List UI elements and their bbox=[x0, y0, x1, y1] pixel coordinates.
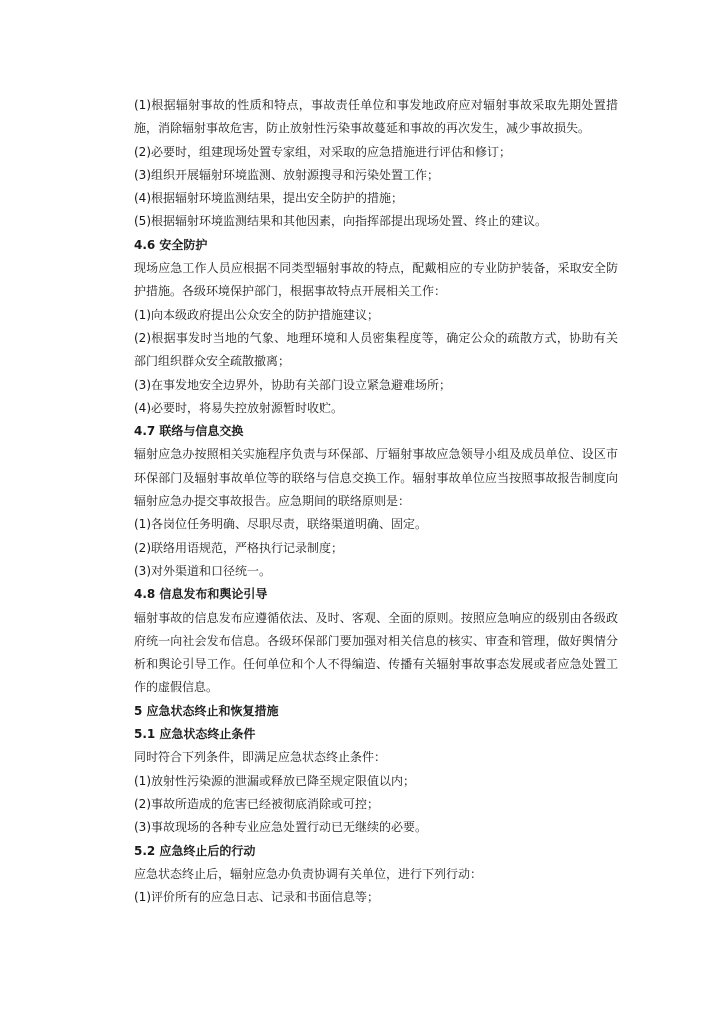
section-heading-4-7: 4.7 联络与信息交换 bbox=[134, 424, 244, 439]
paragraph: (1)各岗位任务明确、尽职尽责，联络渠道明确、固定。 bbox=[134, 517, 428, 532]
paragraph: (3)在事发地安全边界外，协助有关部门设立紧急避难场所； bbox=[134, 377, 452, 392]
paragraph: (2)事故所造成的危害已经被彻底消除或可控； bbox=[134, 796, 379, 811]
paragraph: (4)必要时，将易失控放射源暂时收贮。 bbox=[134, 400, 343, 415]
paragraph: (1)放射性污染源的泄漏或释放已降至规定限值以内； bbox=[134, 773, 416, 788]
document-body bbox=[113, 94, 618, 909]
paragraph: 应急状态终止后，辐射应急办负责协调有关单位，进行下列行动： bbox=[134, 866, 483, 881]
section-heading-4-8: 4.8 信息发布和舆论引导 bbox=[134, 587, 268, 602]
paragraph: (2)根据事发时当地的气象、地理环境和人员密集程度等，确定公众的疏散方式，协助有关部门组织群众安全疏散撤离； bbox=[134, 330, 618, 369]
section-heading-4-6: 4.6 安全防护 bbox=[134, 237, 208, 252]
paragraph: 现场应急工作人员应根据不同类型辐射事故的特点，配戴相应的专业防护装备，采取安全防护措施。各级环境保护部门，根据事故特点开展相关工作： bbox=[134, 261, 618, 299]
paragraph: 辐射事故的信息发布应遵循依法、及时、客观、全面的原则。按照应急响应的级别由各级政府统一向社会发布信息。各级环保部门要加强对相关信息的核实、审查和管理，做好舆情分析和舆论引导工作。任何单位和个人不得编造、传播有关辐射事故事态发展或者应急处置工作的虚假信息。 bbox=[134, 610, 618, 695]
paragraph: (3)对外渠道和口径统一。 bbox=[134, 563, 271, 578]
paragraph: (1)评价所有的应急日志、记录和书面信息等； bbox=[134, 890, 379, 905]
paragraph: (1)根据辐射事故的性质和特点，事故责任单位和事发地政府应对辐射事故采取先期处置措施，消除辐射事故危害，防止放射性污染事故蔓延和事故的再次发生，减少事故损失。 bbox=[134, 98, 618, 136]
paragraph: (3)事故现场的各种专业应急处置行动已无继续的必要。 bbox=[134, 820, 428, 835]
paragraph: (5)根据辐射环境监测结果和其他因素，向指挥部提出现场处置、终止的建议。 bbox=[134, 214, 548, 229]
section-heading-5-2: 5.2 应急终止后的行动 bbox=[134, 843, 256, 858]
paragraph: 辐射应急办按照相关实施程序负责与环保部、厅辐射事故应急领导小组及成员单位、设区市环保部门及辐射事故单位等的联络与信息交换工作。辐射事故单位应当按照事故报告制度向辐射应急办提交事故报告。应急期间的联络原则是： bbox=[134, 447, 618, 509]
paragraph: (3)组织开展辐射环境监测、放射源搜寻和污染处置工作； bbox=[134, 167, 440, 182]
paragraph: (2)联络用语规范，严格执行记录制度； bbox=[134, 540, 343, 555]
paragraph: 同时符合下列条件，即满足应急状态终止条件： bbox=[134, 750, 387, 765]
paragraph: (1)向本级政府提出公众安全的防护措施建议； bbox=[134, 307, 379, 322]
section-heading-5: 5 应急状态终止和恢复措施 bbox=[134, 703, 279, 718]
section-heading-5-1: 5.1 应急状态终止条件 bbox=[134, 727, 256, 742]
paragraph: (2)必要时，组建现场处置专家组，对采取的应急措施进行评估和修订； bbox=[134, 144, 512, 159]
paragraph: (4)根据辐射环境监测结果，提出安全防护的措施； bbox=[134, 191, 403, 206]
